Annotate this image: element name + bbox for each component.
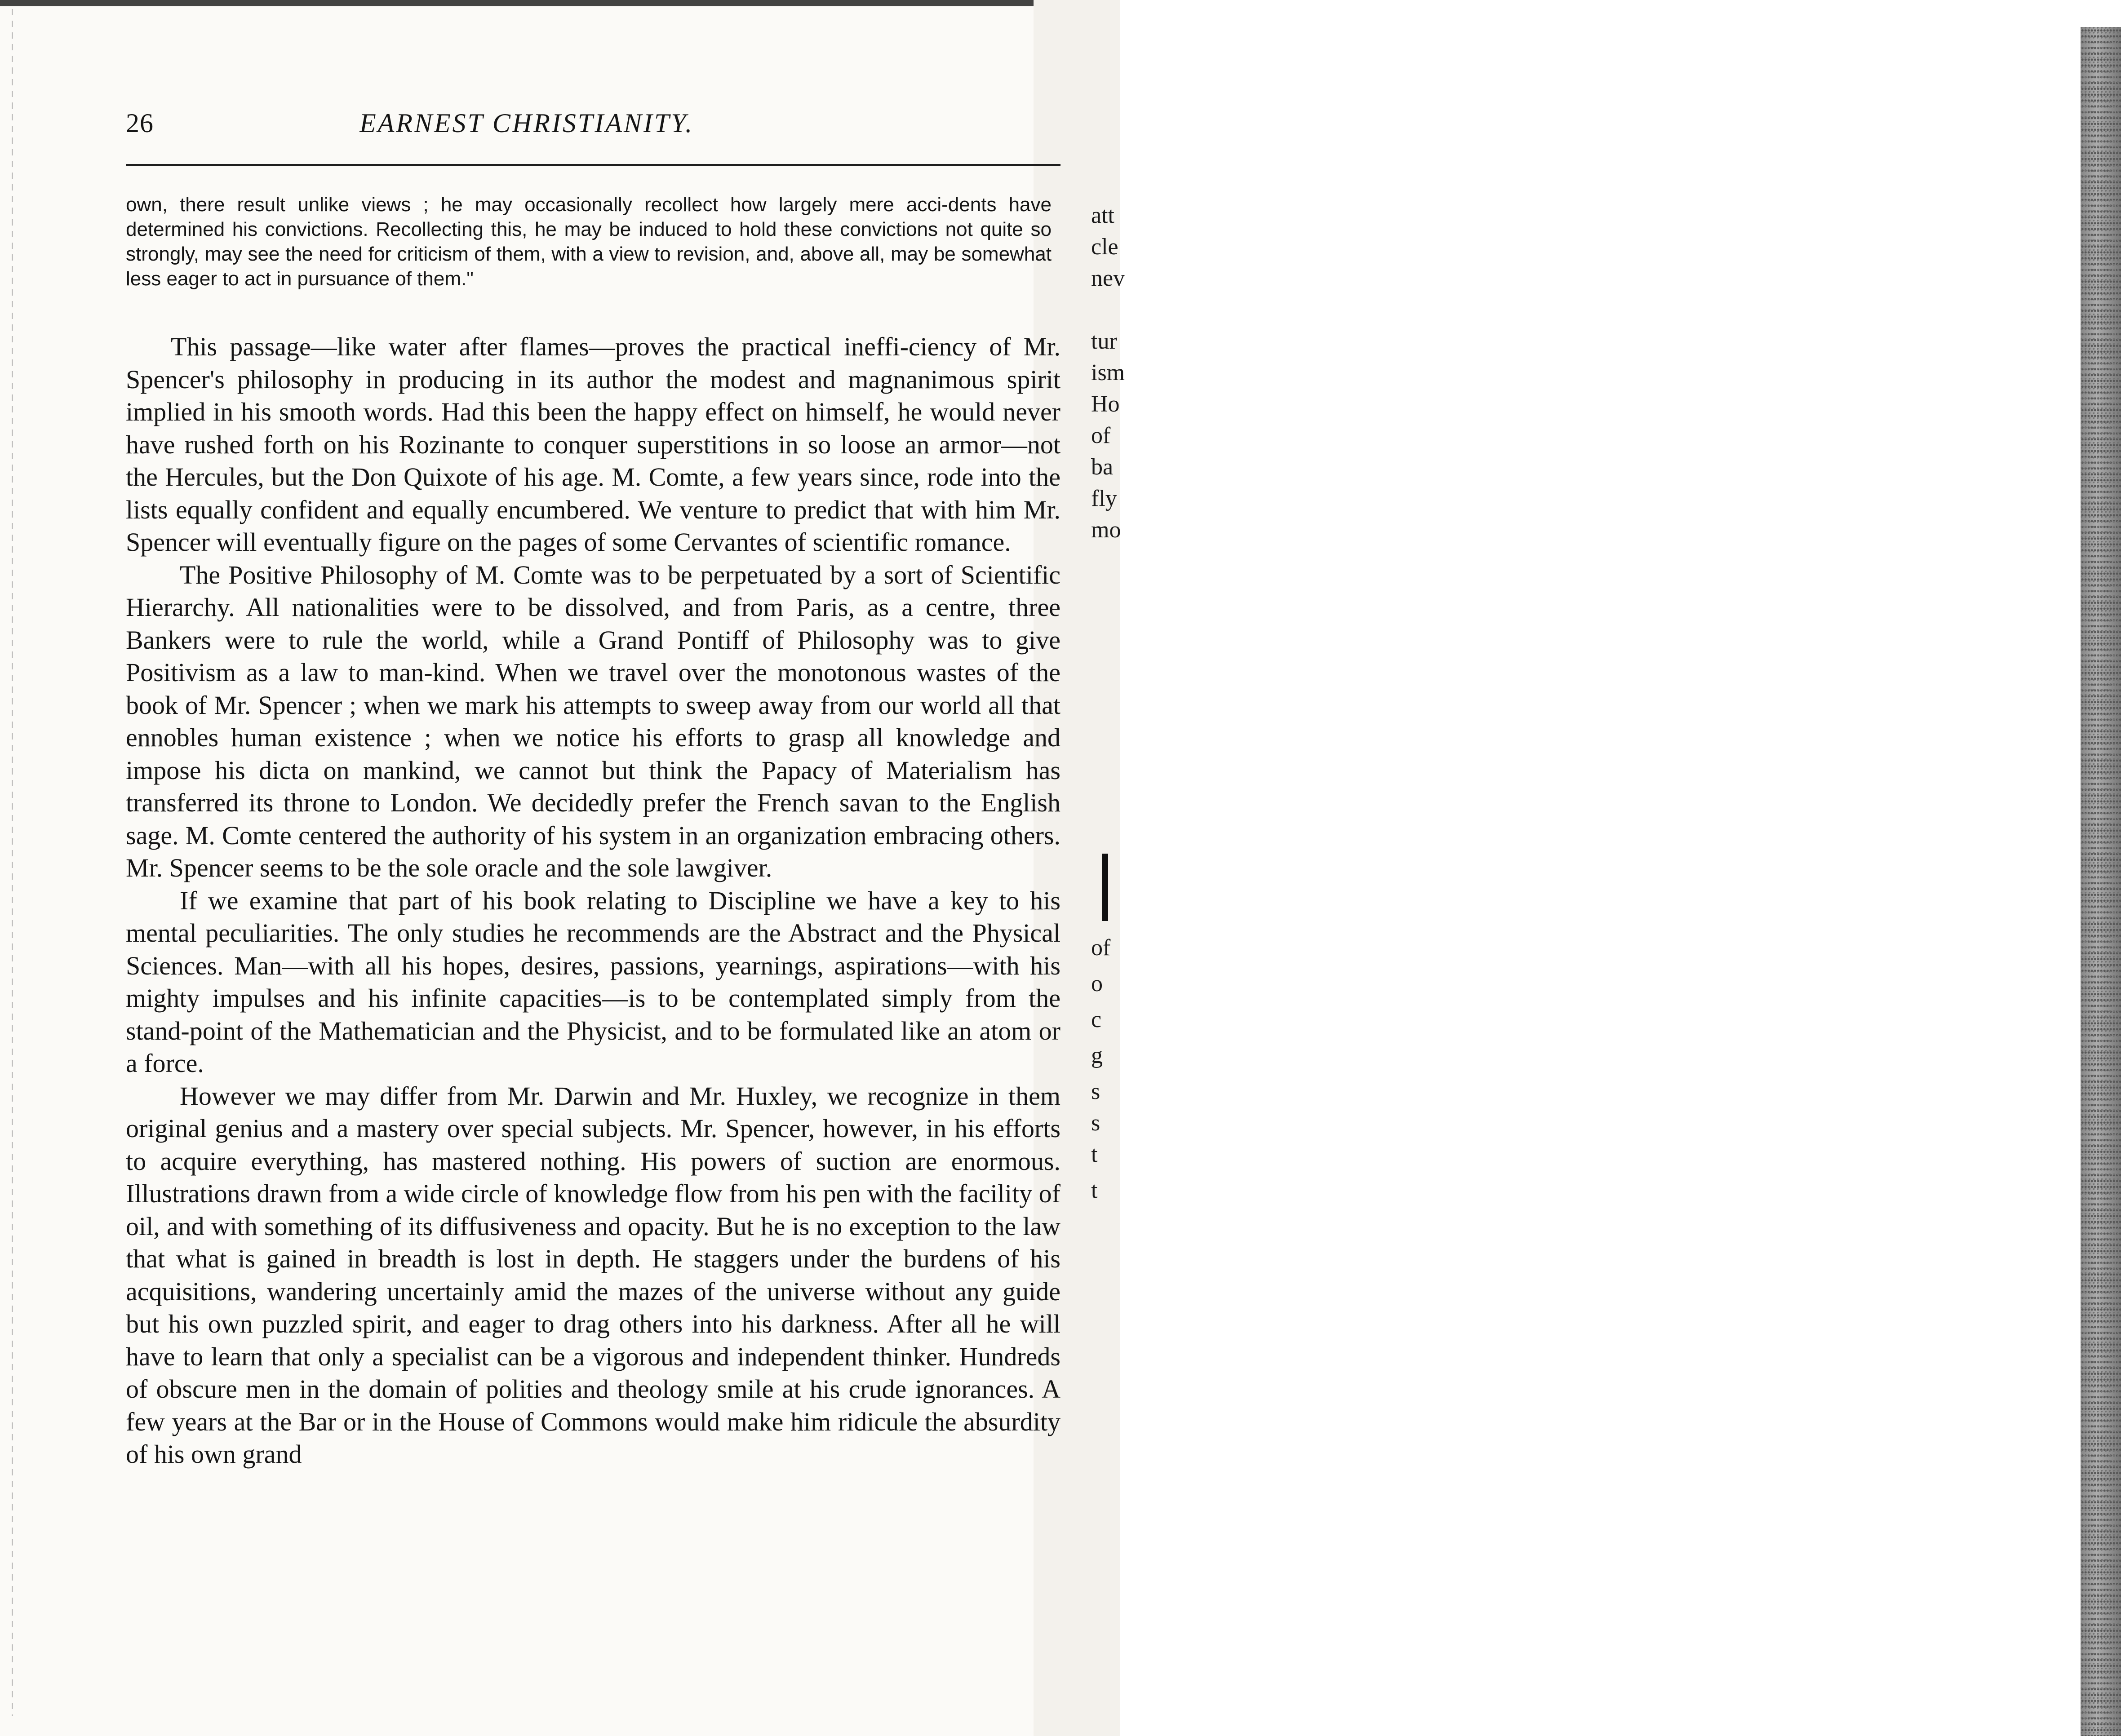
facing-page-fragment: c [1091, 1007, 1102, 1032]
facing-page-fragment: mo [1091, 517, 1121, 543]
facing-page-fragment: att [1091, 203, 1114, 228]
facing-page-fragment: of [1091, 423, 1111, 448]
running-title: EARNEST CHRISTIANITY. [359, 108, 694, 138]
facing-page-fragment: o [1091, 971, 1103, 996]
facing-page-fragment: t [1091, 1142, 1098, 1167]
facing-page-fragment: Ho [1091, 391, 1120, 417]
paragraph: The Positive Philosophy of M. Comte was to be perpetuated by a sort of Scientific Hierarchy. All nationalities were to be dissolved, and from Paris, as a centre, three Bankers were to rule the world, while a Grand Pontiff of Philosophy was to give Positivism as a law to man-kind. When we travel over the monotonous wastes of the book of Mr. Spencer ; when we mark his attempts to sweep away from our world all that ennobles human existence ; when we notice his efforts to grasp all knowledge and impose his dicta on mankind, we cannot but think the Papacy of Materialism has transferred its throne to London. We decidedly prefer the French savan to the English sage. M. Comte centered the authority of his system in an organization embracing others. Mr. Spencer seems to be the sole oracle and the sole lawgiver. [126, 560, 1060, 882]
facing-page-fragment: g [1091, 1043, 1103, 1068]
binding-fold-shadow [2081, 27, 2121, 1736]
paragraph: However we may differ from Mr. Darwin and Mr. Huxley, we recognize in them original genius and a mastery over special subjects. Mr. Spencer, however, in his efforts to acquire everything, has mastered nothing. His powers of suction are enormous. Illustrations drawn from a wide circle of knowledge flow from his pen with the facility of oil, and with something of its diffusiveness and opacity. But he is no exception to the law that what is gained in breadth is lost in depth. He staggers under the burdens of his acquisitions, wandering uncertainly amid the mazes of the universe without any guide but his own puzzled spirit, and eager to drag others into his darkness. After all he will have to learn that only a specialist can be a vigorous and independent thinker. Hundreds of obscure men in the domain of polities and theology smile at his crude ignorances. A few years at the Bar or in the House of Commons would make him ridicule the absurdity of his own grand [126, 1081, 1060, 1469]
facing-page-fragment: s [1091, 1079, 1100, 1104]
page-number: 26 [126, 108, 154, 138]
paragraph: This passage—like water after flames—proves the practical ineffi-ciency of Mr. Spencer's philosophy in producing in its author the modest and magnanimous spirit implied in his smooth words. Had this been the happy effect on himself, he would never have rushed forth on his Rozinante to conquer superstitions in so loose an armor—not the Hercules, but the Don Quixote of his age. M. Comte, a few years since, rode into the lists equally confident and equally encumbered. We venture to predict that with him Mr. Spencer will eventually figure on the pages of some Cervantes of scientific romance. [126, 332, 1060, 557]
body-text [126, 331, 1060, 1471]
facing-page-fragment: of [1091, 935, 1111, 961]
facing-page-initial-mark [1102, 854, 1108, 921]
facing-page-fragment: t [1091, 1178, 1098, 1203]
header-rule [126, 164, 1060, 166]
quoted-passage: own, there result unlike views ; he may occasionally recollect how largely mere acci-dents have determined his convictions. Recollecting this, he may be induced to hold these convictions not quite so strongly, may see the need for criticism of them, with a view to revision, and, above all, may be somewhat less eager to act in pursuance of them." [126, 194, 1052, 290]
facing-page-fragment: nev [1091, 266, 1125, 291]
facing-page-fragment: fly [1091, 486, 1117, 511]
scan-top-edge [0, 0, 1052, 6]
facing-page-fragment: s [1091, 1110, 1100, 1136]
scan-left-edge [12, 9, 13, 1716]
paragraph: If we examine that part of his book relating to Discipline we have a key to his mental peculiarities. The only studies he recommends are the Abstract and the Physical Sciences. Man—with all his hopes, desires, passions, yearnings, aspirations—with his mighty impulses and his infinite capacities—is to be contemplated simply from the stand-point of the Mathematician and the Physicist, and to be formulated like an atom or a force. [126, 886, 1060, 1078]
facing-page-fragment: ism [1091, 360, 1125, 385]
facing-page-fragment: ba [1091, 454, 1114, 480]
facing-page-fragment: tur [1091, 328, 1117, 354]
facing-page-fragment: cle [1091, 234, 1118, 260]
